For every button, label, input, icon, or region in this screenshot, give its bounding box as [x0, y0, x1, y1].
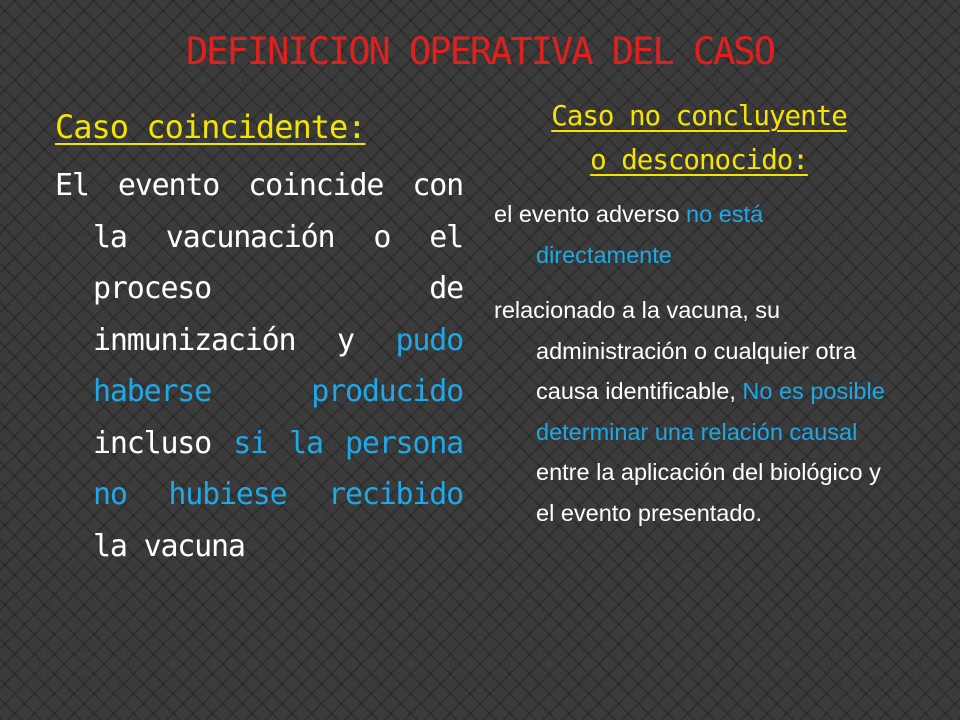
coincident-highlight-2: si la persona no hubiese recibido — [93, 425, 463, 512]
coincident-text-2: incluso — [93, 425, 234, 461]
slide-title: DEFINICION OPERATIVA DEL CASO — [185, 30, 774, 73]
inconclusive-p1-highlight: no está directamente — [536, 201, 764, 268]
coincident-case-definition — [55, 160, 463, 572]
inconclusive-case-heading — [494, 94, 904, 182]
coincident-text-3: la vacuna — [93, 528, 245, 564]
inconclusive-p2-highlight: No es posible determinar una relación causal — [536, 378, 885, 445]
coincident-highlight-1: pudo haberse producido — [93, 322, 463, 409]
inconclusive-paragraph-1 — [494, 194, 904, 275]
inconclusive-p1-text: el evento adverso — [494, 201, 687, 227]
left-column — [55, 108, 463, 572]
inconclusive-paragraph-2 — [494, 290, 904, 533]
inconclusive-heading-line2: o desconocido: — [590, 144, 808, 176]
coincident-case-heading: Caso coincidente: — [55, 108, 366, 146]
right-column — [494, 94, 904, 533]
inconclusive-p2-text-2: entre la aplicación del biológico y el evento presentado. — [536, 459, 881, 526]
inconclusive-p2-text-1: relacionado a la vacuna, su administración o cualquier otra causa identificable, — [494, 297, 857, 404]
inconclusive-heading-line1: Caso no concluyente — [551, 100, 847, 132]
coincident-text-1: El evento coincide con la vacunación o el proceso de inmunización y — [55, 168, 463, 358]
